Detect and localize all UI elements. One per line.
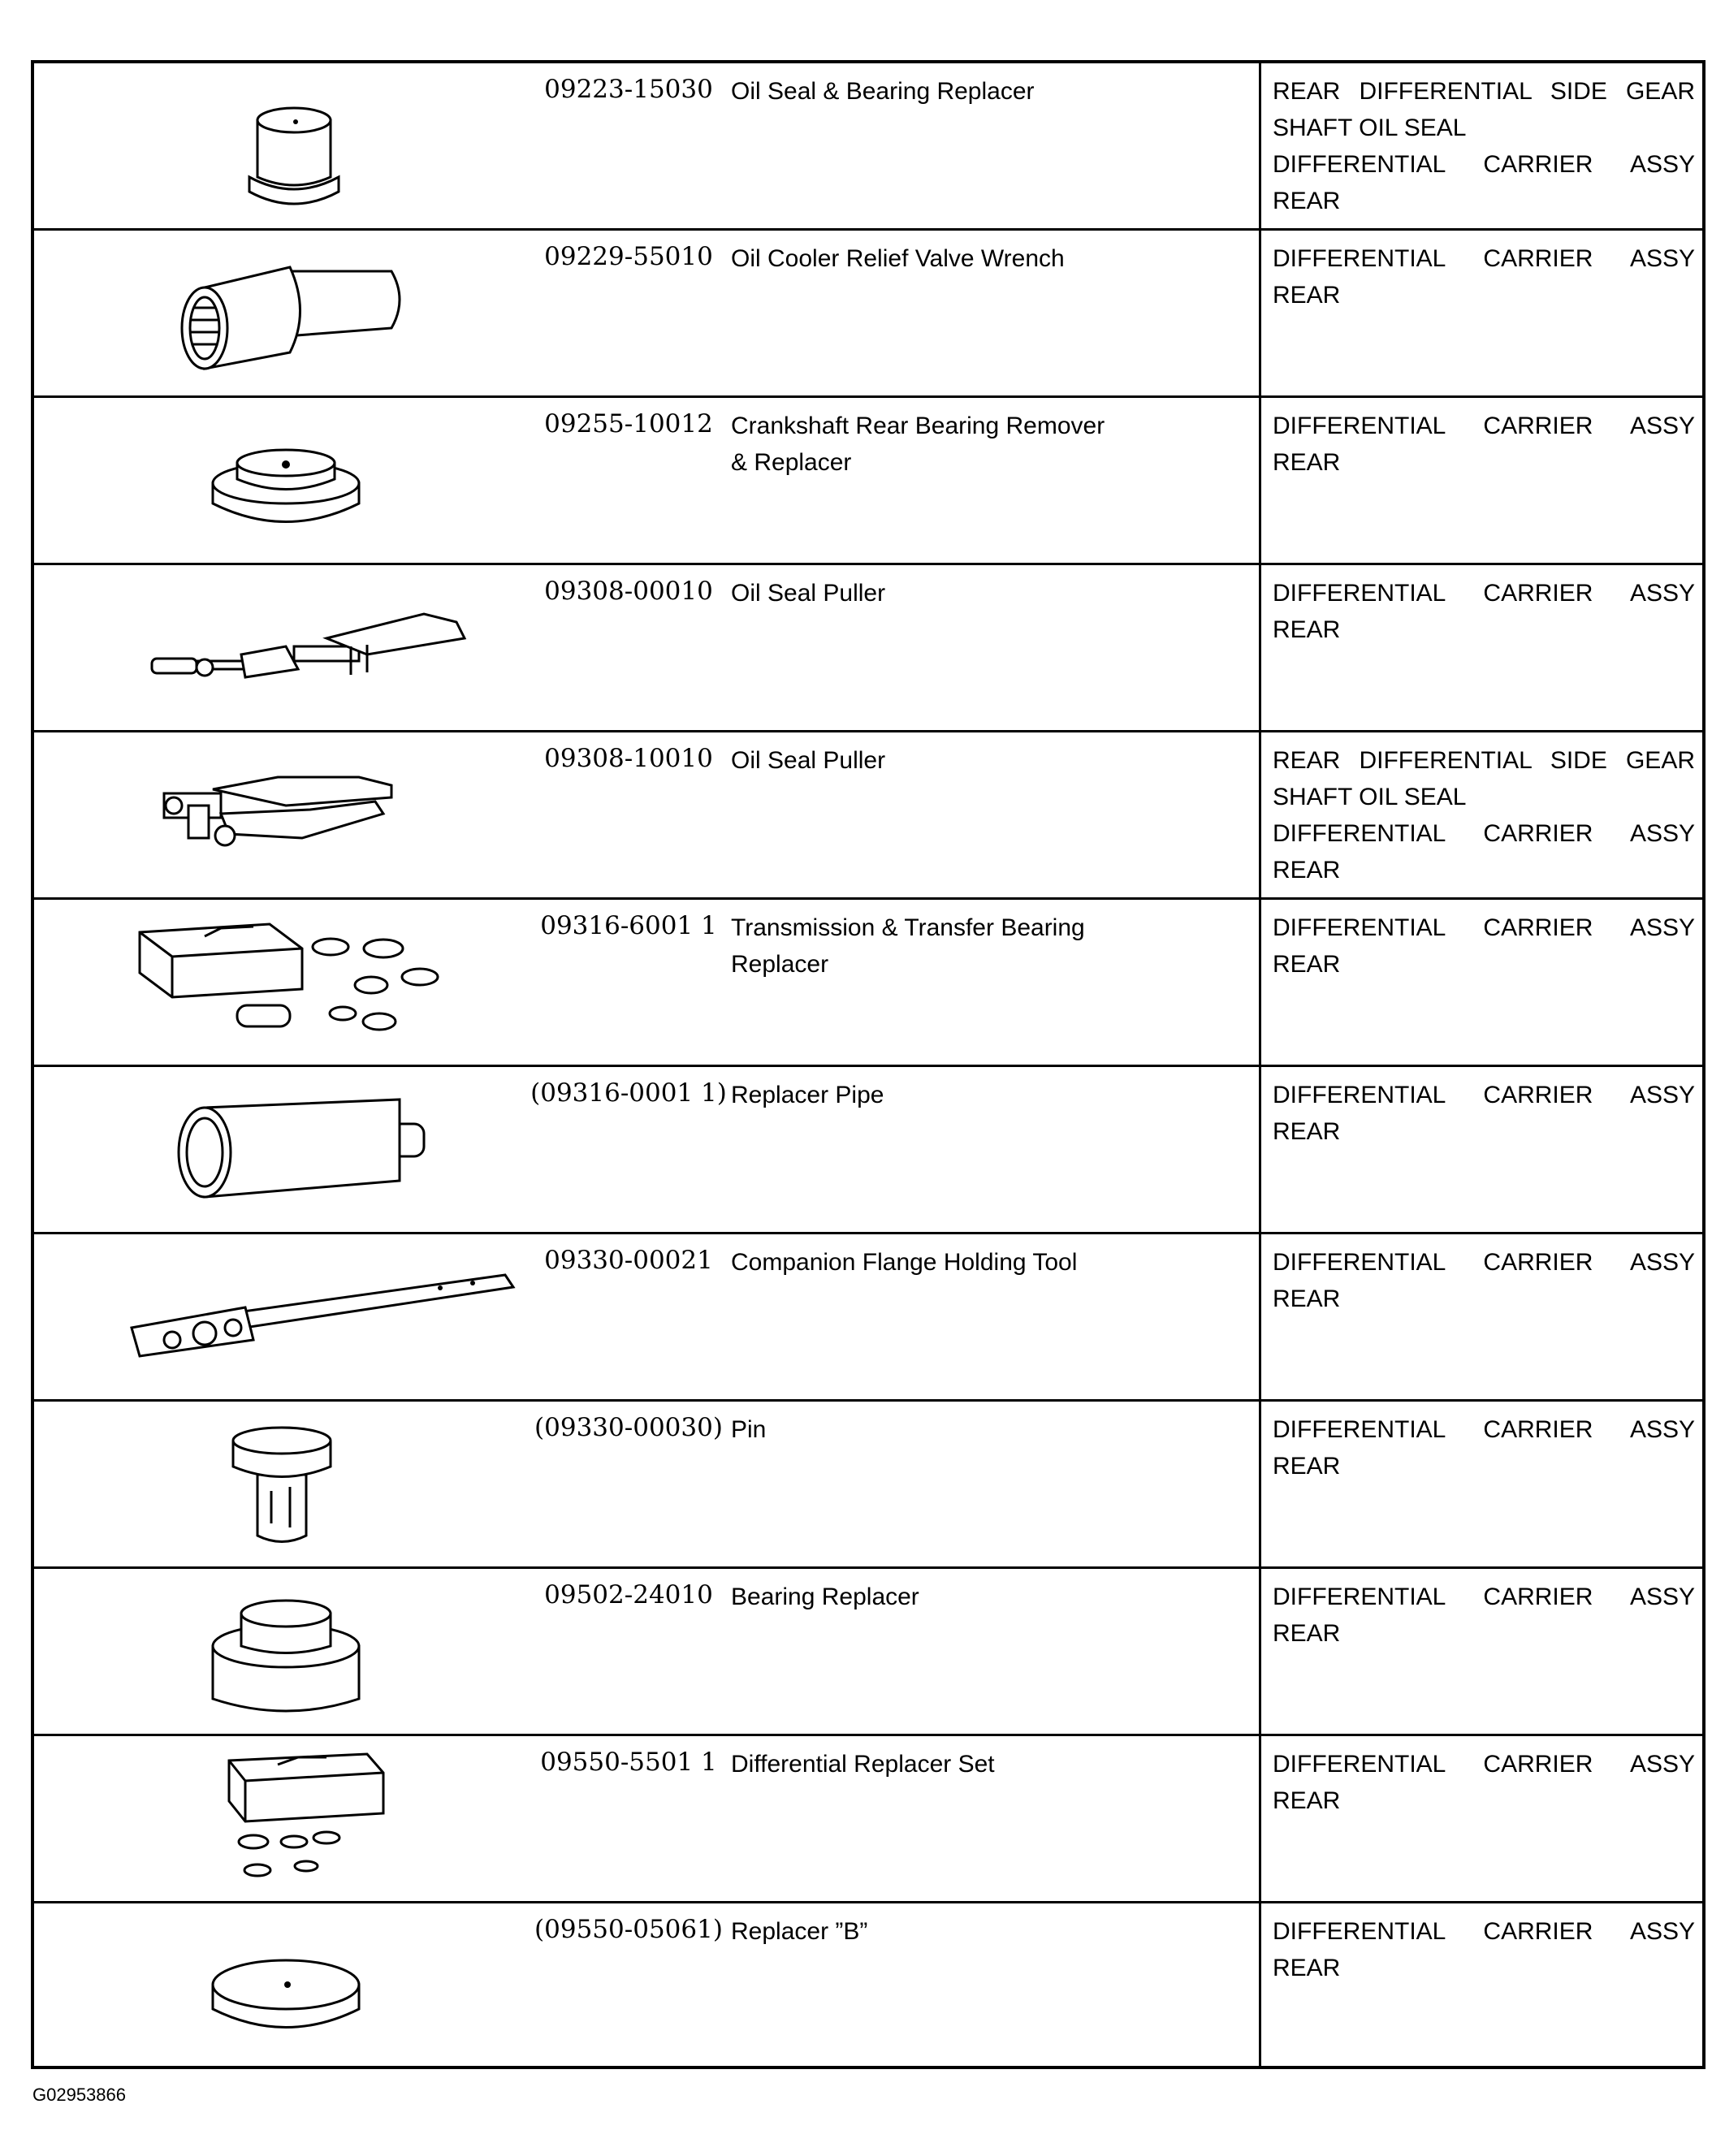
usage-cell — [1273, 575, 1695, 648]
tool-name-line: Replacer — [731, 951, 829, 978]
column-divider — [1259, 1067, 1261, 1232]
tool-name-line: Oil Cooler Relief Valve Wrench — [731, 245, 1065, 272]
table-row — [34, 1067, 1702, 1234]
part-number: 09550-5501 1 — [540, 1748, 717, 1777]
column-divider — [1259, 1736, 1261, 1901]
usage-line: DIFFERENTIAL CARRIER ASSY — [1273, 1584, 1695, 1610]
usage-line: DIFFERENTIAL CARRIER ASSY — [1273, 151, 1695, 178]
part-number: 09308-10010 — [544, 744, 713, 773]
table-row — [34, 63, 1702, 231]
tool-name-line: Bearing Replacer — [731, 1584, 919, 1610]
usage-line: REAR — [1273, 1620, 1341, 1647]
usage-cell — [1273, 1746, 1695, 1819]
part-number: 09308-00010 — [544, 577, 713, 606]
tool-name — [731, 408, 1251, 481]
tool-name — [731, 1913, 1251, 1950]
tool-name-line: Oil Seal & Bearing Replacer — [731, 78, 1035, 105]
bearing-remover-disc-icon — [83, 398, 521, 560]
tool-name — [731, 575, 1251, 611]
part-number: 09316-6001 1 — [540, 911, 717, 940]
usage-cell — [1273, 240, 1695, 313]
column-divider — [1259, 1903, 1261, 2067]
tool-name-line: & Replacer — [731, 449, 852, 476]
pin-icon — [83, 1402, 521, 1564]
table-row — [34, 1569, 1702, 1736]
usage-line: REAR — [1273, 616, 1341, 643]
usage-cell — [1273, 1244, 1695, 1317]
usage-cell — [1273, 1579, 1695, 1652]
table-row — [34, 732, 1702, 900]
tool-name-line: Replacer ”B” — [731, 1918, 868, 1945]
usage-line: DIFFERENTIAL CARRIER ASSY — [1273, 245, 1695, 272]
tool-name-line: Oil Seal Puller — [731, 580, 886, 607]
tool-name — [731, 73, 1251, 110]
tool-name — [731, 742, 1251, 779]
figure-code: G02953866 — [32, 2085, 126, 2105]
column-divider — [1259, 1569, 1261, 1734]
tool-name-line: Companion Flange Holding Tool — [731, 1249, 1078, 1276]
part-number: 09255-10012 — [544, 409, 713, 439]
tool-name — [731, 1077, 1251, 1113]
table-row — [34, 1903, 1702, 2067]
usage-line: DIFFERENTIAL CARRIER ASSY — [1273, 914, 1695, 941]
usage-line: DIFFERENTIAL CARRIER ASSY — [1273, 1416, 1695, 1443]
table-row — [34, 231, 1702, 398]
usage-line: DIFFERENTIAL CARRIER ASSY — [1273, 1918, 1695, 1945]
part-number: (09550-05061) — [534, 1915, 723, 1944]
usage-line: REAR — [1273, 1955, 1341, 1981]
bearing-replacer-icon — [83, 1569, 521, 1731]
usage-line: DIFFERENTIAL CARRIER ASSY — [1273, 1751, 1695, 1778]
flange-holding-bar-icon — [83, 1234, 521, 1397]
table-row — [34, 1736, 1702, 1903]
usage-line: REAR — [1273, 1118, 1341, 1145]
tool-case-set-icon — [83, 900, 521, 1062]
column-divider — [1259, 1234, 1261, 1399]
tool-name — [731, 240, 1251, 277]
column-divider — [1259, 565, 1261, 730]
seal-puller-jaws-icon — [83, 732, 521, 895]
usage-line: REAR — [1273, 1787, 1341, 1814]
usage-cell — [1273, 1077, 1695, 1150]
part-number: 09502-24010 — [544, 1580, 713, 1609]
part-number: 09223-15030 — [544, 75, 713, 104]
table-row — [34, 398, 1702, 565]
column-divider — [1259, 900, 1261, 1065]
slide-hammer-puller-icon — [83, 565, 521, 728]
usage-line: DIFFERENTIAL CARRIER ASSY — [1273, 1249, 1695, 1276]
usage-line: SHAFT OIL SEAL — [1273, 114, 1467, 141]
usage-cell — [1273, 73, 1695, 219]
usage-line: DIFFERENTIAL CARRIER ASSY — [1273, 413, 1695, 439]
tool-name-line: Replacer Pipe — [731, 1082, 884, 1108]
column-divider — [1259, 398, 1261, 563]
special-tools-table — [31, 60, 1706, 2069]
usage-cell — [1273, 909, 1695, 983]
oil-seal-bearing-replacer-icon — [83, 63, 521, 226]
tool-name-line: Transmission & Transfer Bearing — [731, 914, 1085, 941]
table-row — [34, 1402, 1702, 1569]
tool-name-line: Differential Replacer Set — [731, 1751, 995, 1778]
column-divider — [1259, 231, 1261, 395]
usage-line: REAR — [1273, 1453, 1341, 1480]
part-number: 09330-00021 — [544, 1246, 713, 1275]
tool-name — [731, 1579, 1251, 1615]
usage-line: DIFFERENTIAL CARRIER ASSY — [1273, 1082, 1695, 1108]
usage-cell — [1273, 742, 1695, 888]
column-divider — [1259, 1402, 1261, 1566]
part-number: (09316-0001 1) — [530, 1078, 727, 1108]
usage-line: SHAFT OIL SEAL — [1273, 784, 1467, 810]
usage-line: DIFFERENTIAL CARRIER ASSY — [1273, 820, 1695, 847]
usage-line: REAR — [1273, 282, 1341, 309]
usage-cell — [1273, 1411, 1695, 1484]
usage-line: REAR DIFFERENTIAL SIDE GEAR — [1273, 78, 1695, 105]
table-row — [34, 900, 1702, 1067]
usage-line: REAR — [1273, 951, 1341, 978]
column-divider — [1259, 732, 1261, 897]
tool-name-line: Oil Seal Puller — [731, 747, 886, 774]
replacer-b-disc-icon — [83, 1903, 521, 2066]
table-row — [34, 1234, 1702, 1402]
usage-cell — [1273, 408, 1695, 481]
tool-name — [731, 1411, 1251, 1448]
part-number: (09330-00030) — [534, 1413, 723, 1442]
usage-line: REAR — [1273, 857, 1341, 884]
part-number: 09229-55010 — [544, 242, 713, 271]
usage-line: REAR DIFFERENTIAL SIDE GEAR — [1273, 747, 1695, 774]
usage-line: REAR — [1273, 449, 1341, 476]
table-row — [34, 565, 1702, 732]
socket-wrench-icon — [83, 231, 521, 393]
tool-name-line: Crankshaft Rear Bearing Remover — [731, 413, 1105, 439]
replacer-set-case-icon — [83, 1736, 521, 1899]
tool-name — [731, 1746, 1251, 1782]
tool-name-line: Pin — [731, 1416, 767, 1443]
usage-line: REAR — [1273, 1285, 1341, 1312]
usage-line: DIFFERENTIAL CARRIER ASSY — [1273, 580, 1695, 607]
replacer-pipe-icon — [83, 1067, 521, 1229]
tool-name — [731, 909, 1251, 983]
usage-cell — [1273, 1913, 1695, 1986]
column-divider — [1259, 63, 1261, 228]
usage-line: REAR — [1273, 188, 1341, 214]
tool-name — [731, 1244, 1251, 1281]
